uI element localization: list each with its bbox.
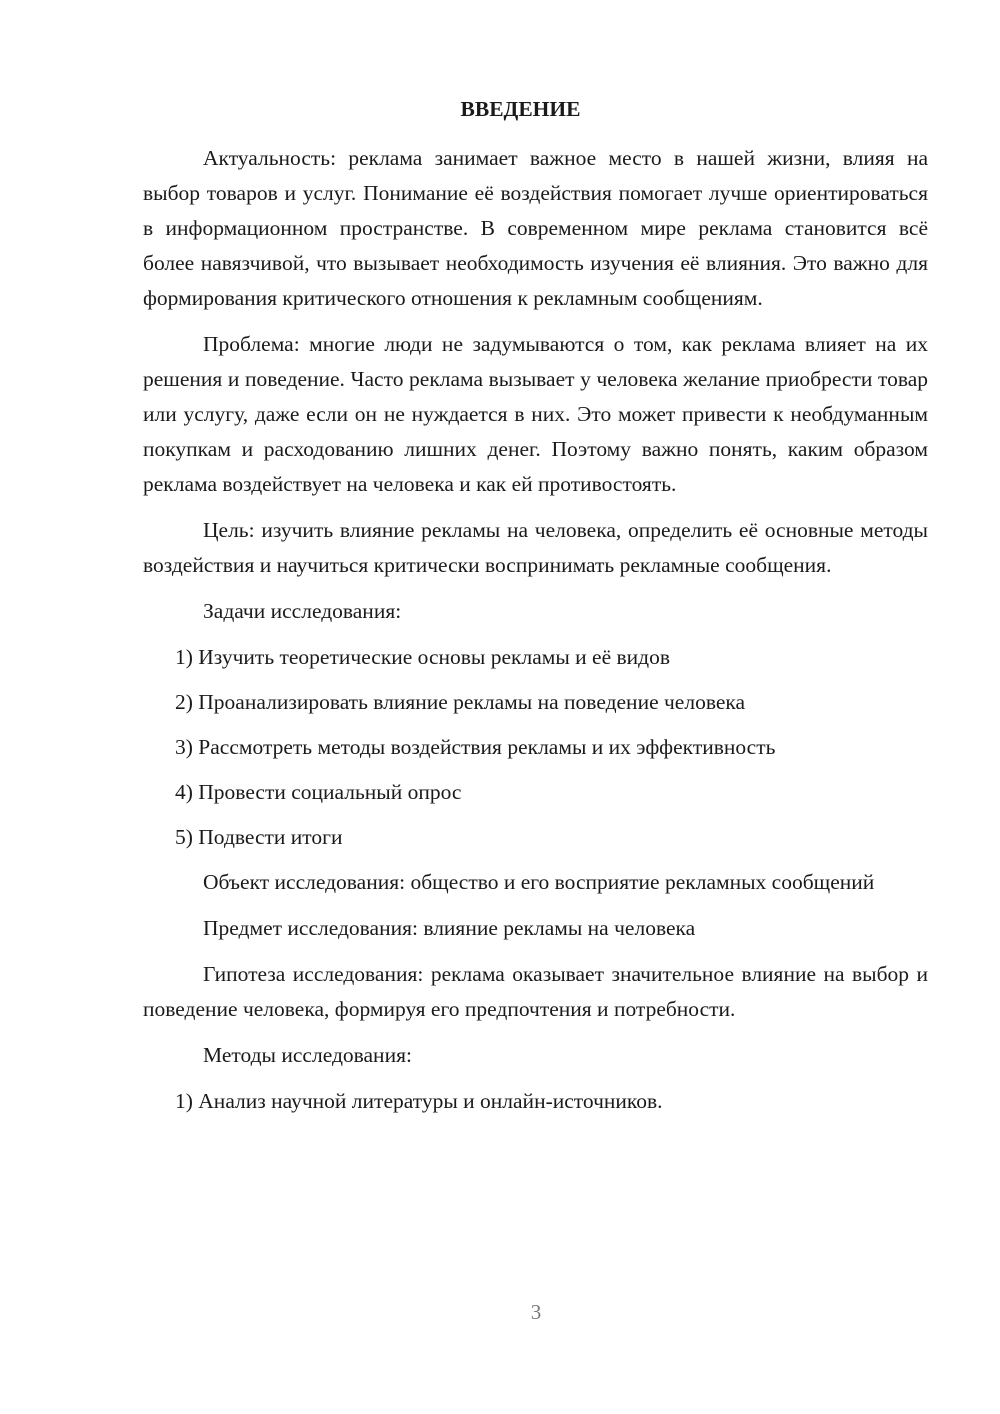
list-item: 1) Анализ научной литературы и онлайн-источников. <box>175 1089 663 1113</box>
list-item: 4) Провести социальный опрос <box>175 780 462 804</box>
page-number: 3 <box>530 1300 542 1324</box>
list-item: 5) Подвести итоги <box>175 825 343 849</box>
methods-list <box>143 1084 928 1119</box>
list-item: 2) Проанализировать влияние рекламы на поведение человека <box>175 690 746 714</box>
paragraph-subject: Предмет исследования: влияние рекламы на человека <box>203 916 696 940</box>
paragraph-hypothesis: Гипотеза исследования: реклама оказывает значительное влияние на выбор и поведение человека, формируя его предпочтения и потребности. <box>143 962 928 1021</box>
page-content <box>143 92 928 1129</box>
paragraph-object: Объект исследования: общество и его восприятие рекламных сообщений <box>203 870 875 894</box>
list-item: 3) Рассмотреть методы воздействия рекламы и их эффективность <box>175 735 776 759</box>
paragraph-goal: Цель: изучить влияние рекламы на человека, определить её основные методы воздействия и научиться критически воспринимать рекламные сообщения. <box>143 518 928 577</box>
paragraph-problem: Проблема: многие люди не задумываются о том, как реклама влияет на их решения и поведение. Часто реклама вызывает у человека желание приобрести товар или услугу, даже если он не нуждается в них. Это может привести к необдуманным покупкам и расходованию лишних денег. Поэтому важно понять, каким образом реклама воздействует на человека и как ей противостоять. <box>143 332 928 496</box>
tasks-heading: Задачи исследования: <box>203 599 402 623</box>
tasks-list <box>143 640 928 855</box>
methods-heading: Методы исследования: <box>203 1043 412 1067</box>
paragraph-relevance: Актуальность: реклама занимает важное место в нашей жизни, влияя на выбор товаров и услуг. Понимание её воздействия помогает лучше ориентироваться в информационном пространстве. В современном мире реклама становится всё более навязчивой, что вызывает необходимость изучения её влияния. Это важно для формирования критического отношения к рекламным сообщениям. <box>143 146 928 310</box>
list-item: 1) Изучить теоретические основы рекламы и её видов <box>175 645 671 669</box>
page-title: ВВЕДЕНИЕ <box>460 97 581 121</box>
